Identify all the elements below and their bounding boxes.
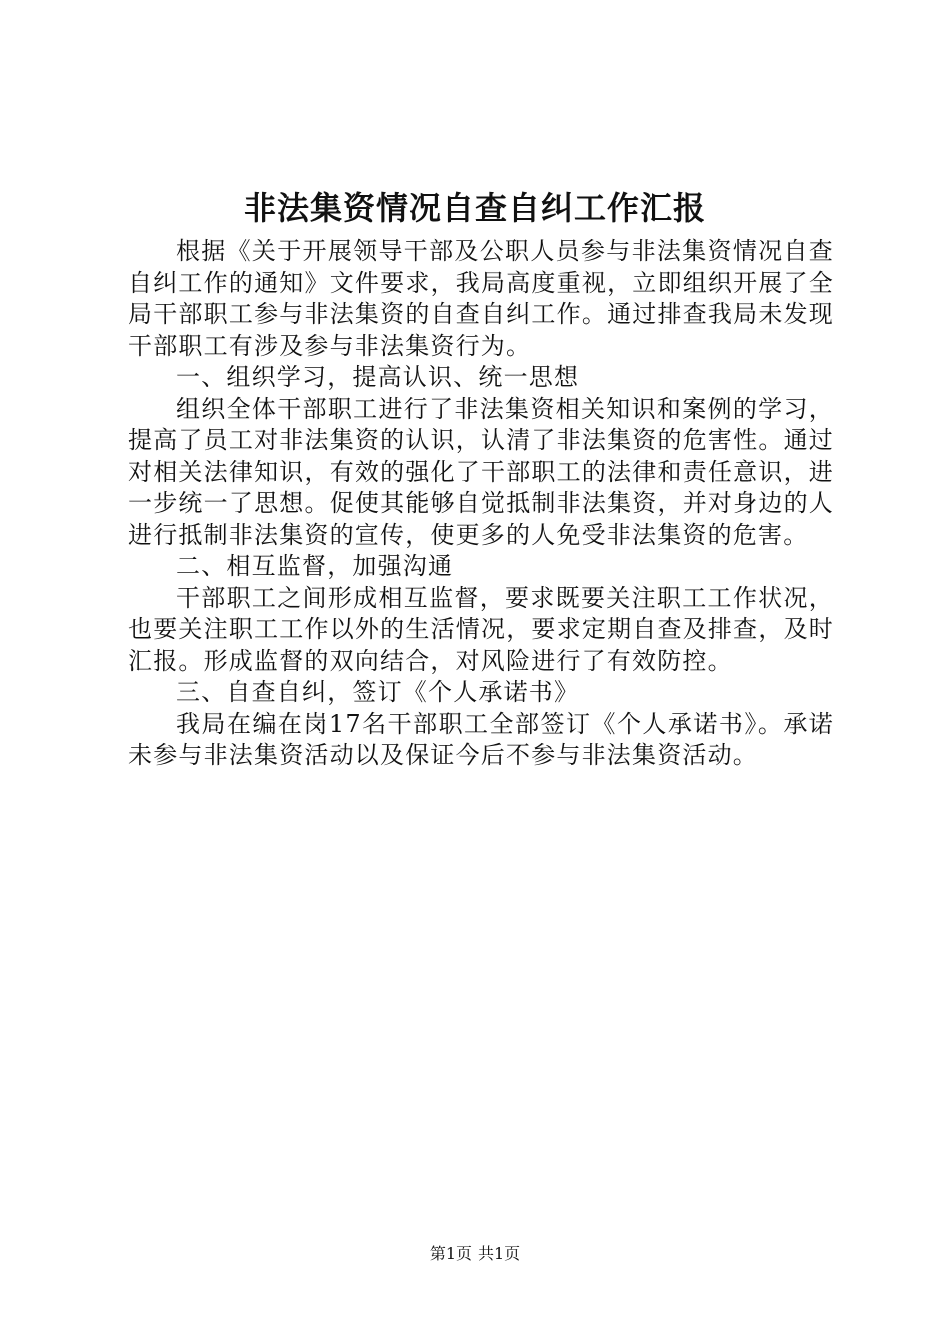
- section-paragraph-3: 我局在编在岗17名干部职工全部签订《个人承诺书》。承诺未参与非法集资活动以及保证今后不参与非法集资活动。: [128, 709, 834, 769]
- intro-paragraph: 根据《关于开展领导干部及公职人员参与非法集资情况自查自纠工作的通知》文件要求，我局高度重视，立即组织开展了全局干部职工参与非法集资的自查自纠工作。通过排查我局未发现干部职工有涉及参与非法集资行为。: [128, 237, 834, 360]
- section-heading-3: 三、自查自纠，签订《个人承诺书》: [176, 678, 580, 706]
- page-number: 第1页: [429, 1244, 472, 1263]
- document-body: [128, 236, 834, 772]
- document-title: 非法集资情况自查自纠工作汇报: [243, 189, 706, 227]
- section-heading-1: 一、组织学习，提高认识、统一思想: [176, 363, 580, 391]
- page-total: 共1页: [478, 1244, 521, 1263]
- section-paragraph-1: 组织全体干部职工进行了非法集资相关知识和案例的学习，提高了员工对非法集资的认识，认清了非法集资的危害性。通过对相关法律知识，有效的强化了干部职工的法律和责任意识，进一步统一了思想。促使其能够自觉抵制非法集资，并对身边的人进行抵制非法集资的宣传，使更多的人免受非法集资的危害。: [128, 394, 834, 549]
- section-heading-2: 二、相互监督，加强沟通: [176, 552, 454, 580]
- section-paragraph-2: 干部职工之间形成相互监督，要求既要关注职工工作状况，也要关注职工工作以外的生活情况，要求定期自查及排查，及时汇报。形成监督的双向结合，对风险进行了有效防控。: [128, 583, 834, 675]
- page-footer: [0, 1242, 950, 1266]
